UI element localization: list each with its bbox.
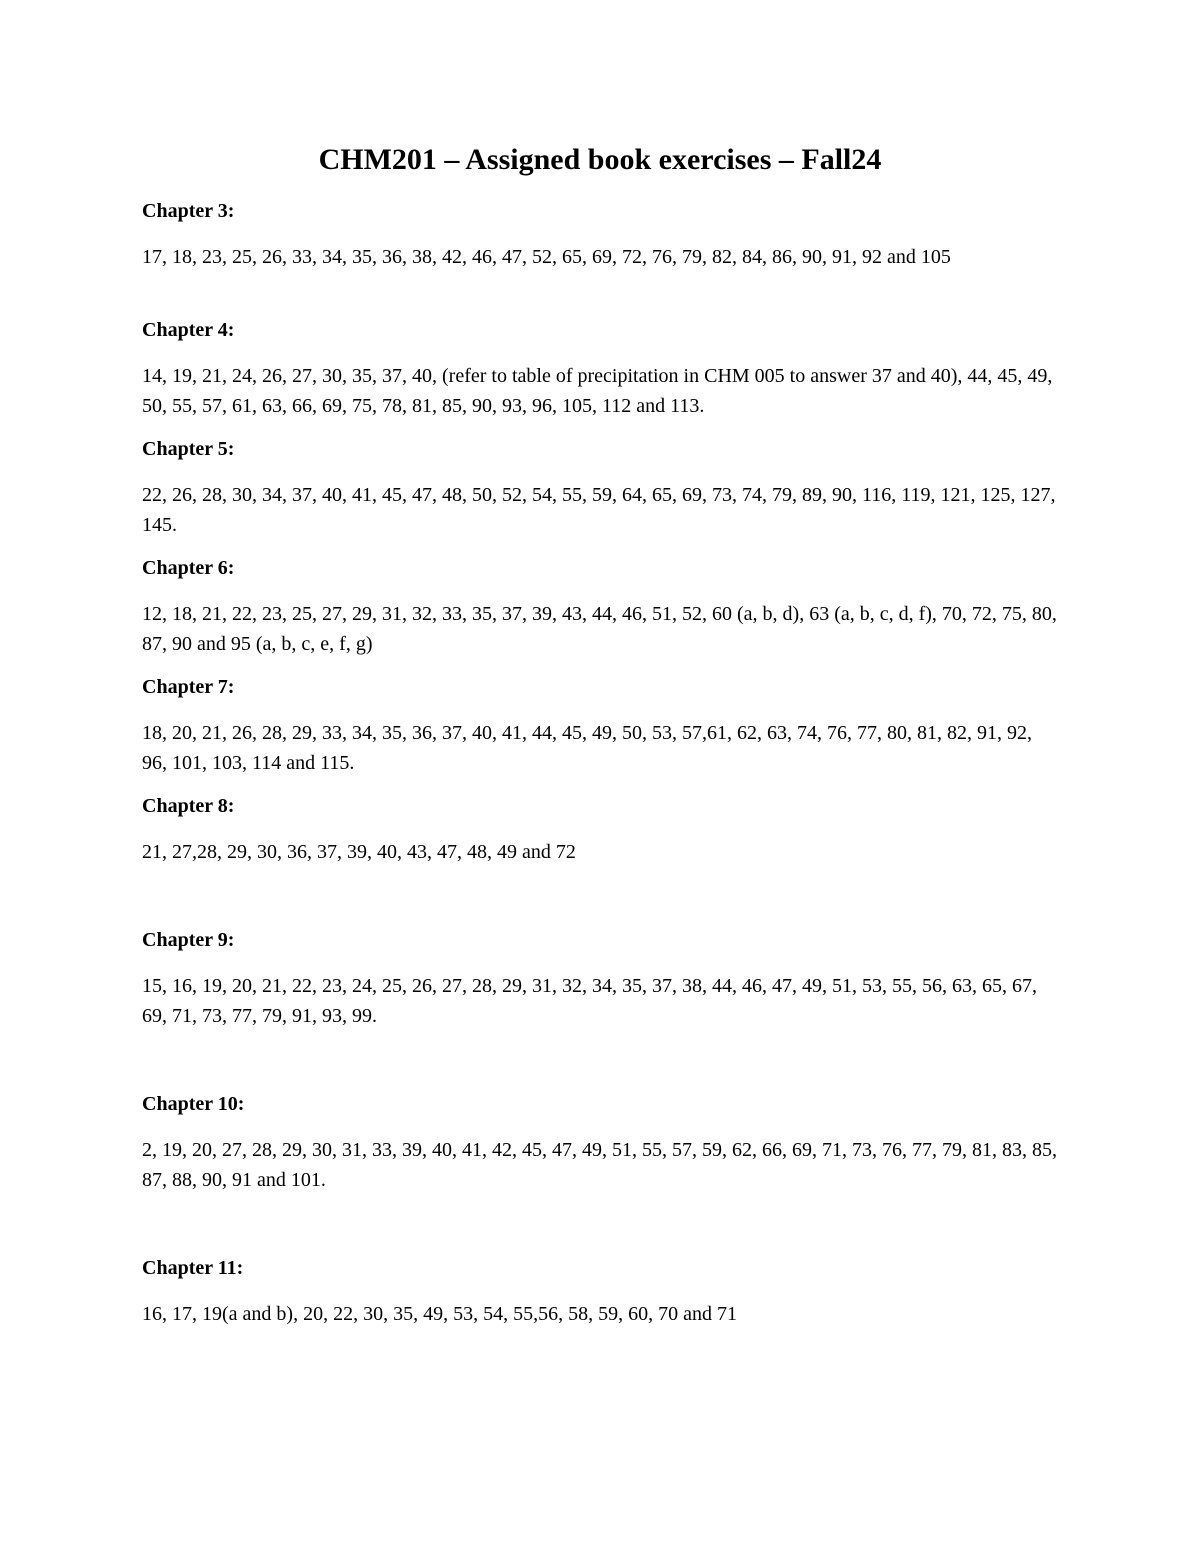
document-title: CHM201 – Assigned book exercises – Fall24 [318, 143, 882, 176]
chapter-3-heading: Chapter 3: [142, 200, 235, 222]
chapter-10-section [142, 1091, 1062, 1195]
chapter-7-section [142, 674, 1062, 778]
chapter-4-section [142, 317, 1062, 421]
chapter-6-section [142, 555, 1062, 659]
chapter-11-exercises: 16, 17, 19(a and b), 20, 22, 30, 35, 49, 53, 54, 55,56, 58, 59, 60, 70 and 71 [142, 1303, 737, 1325]
chapter-10-exercises: 2, 19, 20, 27, 28, 29, 30, 31, 33, 39, 40, 41, 42, 45, 47, 49, 51, 55, 57, 59, 62, 66, 69, 71, 73, 76, 77, 79, 81, 83, 85, 87, 88, 90, 91 and 101. [142, 1139, 1057, 1191]
chapter-3-exercises: 17, 18, 23, 25, 26, 33, 34, 35, 36, 38, 42, 46, 47, 52, 65, 69, 72, 76, 79, 82, 84, 86, 90, 91, 92 and 105 [142, 246, 951, 268]
chapter-10-heading: Chapter 10: [142, 1093, 245, 1115]
chapter-5-section [142, 436, 1062, 540]
chapter-3-section [142, 198, 1062, 272]
chapter-7-exercises: 18, 20, 21, 26, 28, 29, 33, 34, 35, 36, 37, 40, 41, 44, 45, 49, 50, 53, 57,61, 62, 63, 74, 76, 77, 80, 81, 82, 91, 92, 96, 101, 103, 114 and 115. [142, 722, 1032, 774]
chapter-6-exercises: 12, 18, 21, 22, 23, 25, 27, 29, 31, 32, 33, 35, 37, 39, 43, 44, 46, 51, 52, 60 (a, b, d), 63 (a, b, c, d, f), 70, 72, 75, 80, 87, 90 and 95 (a, b, c, e, f, g) [142, 603, 1057, 655]
chapter-8-heading: Chapter 8: [142, 795, 235, 817]
chapter-11-section [142, 1255, 1062, 1329]
chapter-6-heading: Chapter 6: [142, 557, 235, 579]
chapter-5-exercises: 22, 26, 28, 30, 34, 37, 40, 41, 45, 47, 48, 50, 52, 54, 55, 59, 64, 65, 69, 73, 74, 79, 89, 90, 116, 119, 121, 125, 127, 145. [142, 484, 1056, 536]
chapter-9-section [142, 927, 1062, 1031]
chapter-5-heading: Chapter 5: [142, 438, 235, 460]
chapter-4-exercises: 14, 19, 21, 24, 26, 27, 30, 35, 37, 40, (refer to table of precipitation in CHM 005 to answer 37 and 40), 44, 45, 49, 50, 55, 57, 61, 63, 66, 69, 75, 78, 81, 85, 90, 93, 96, 105, 112 and 113. [142, 365, 1053, 417]
chapter-7-heading: Chapter 7: [142, 676, 235, 698]
chapter-8-exercises: 21, 27,28, 29, 30, 36, 37, 39, 40, 43, 47, 48, 49 and 72 [142, 841, 576, 863]
chapter-9-exercises: 15, 16, 19, 20, 21, 22, 23, 24, 25, 26, 27, 28, 29, 31, 32, 34, 35, 37, 38, 44, 46, 47, 49, 51, 53, 55, 56, 63, 65, 67, 69, 71, 73, 77, 79, 91, 93, 99. [142, 975, 1037, 1027]
chapter-8-section [142, 793, 1062, 867]
chapter-11-heading: Chapter 11: [142, 1257, 244, 1279]
chapter-4-heading: Chapter 4: [142, 319, 235, 341]
chapter-9-heading: Chapter 9: [142, 929, 235, 951]
